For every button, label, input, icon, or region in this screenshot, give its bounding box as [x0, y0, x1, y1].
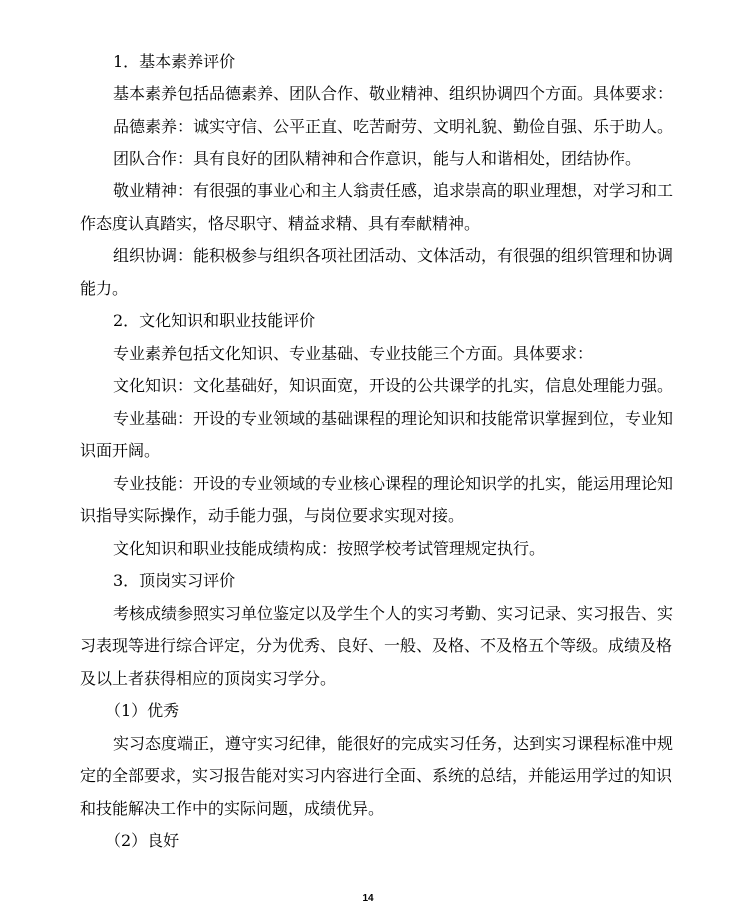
paragraph-line: 识面开阔。 [80, 441, 161, 460]
paragraph-line: 能力。 [80, 279, 129, 298]
paragraph-line: 专业素养包括文化知识、专业基础、专业技能三个方面。具体要求： [113, 344, 594, 363]
paragraph-line: 基本素养包括品德素养、团队合作、敬业精神、组织协调四个方面。具体要求： [113, 84, 674, 103]
paragraph-line: 识指导实际操作，动手能力强，与岗位要求实现对接。 [80, 506, 465, 525]
paragraph-line: 作态度认真踏实，恪尽职守、精益求精、具有奉献精神。 [80, 214, 481, 233]
paragraph-line: 组织协调：能积极参与组织各项社团活动、文体活动，有很强的组织管理和协调 [113, 246, 674, 265]
paragraph-line: 专业基础：开设的专业领域的基础课程的理论知识和技能常识掌握到位，专业知 [113, 409, 674, 428]
heading-culture-skills: 2．文化知识和职业技能评价 [113, 311, 316, 330]
page-number: 14 [362, 893, 374, 904]
paragraph-line: 敬业精神：有很强的事业心和主人翁责任感，追求崇高的职业理想，对学习和工 [113, 181, 674, 200]
paragraph-line: 考核成绩参照实习单位鉴定以及学生个人的实习考勤、实习记录、实习报告、实 [113, 604, 674, 623]
paragraph-line: 习表现等进行综合评定，分为优秀、良好、一般、及格、不及格五个等级。成绩及格 [80, 636, 673, 655]
subheading-excellent: （1）优秀 [105, 701, 180, 720]
paragraph-line: 文化知识：文化基础好，知识面宽，开设的公共课学的扎实，信息处理能力强。 [113, 376, 674, 395]
paragraph-line: 定的全部要求，实习报告能对实习内容进行全面、系统的总结，并能运用学过的知识 [80, 766, 673, 785]
paragraph-line: 文化知识和职业技能成绩构成：按照学校考试管理规定执行。 [113, 539, 546, 558]
paragraph-line: 及以上者获得相应的顶岗实习学分。 [80, 669, 337, 688]
paragraph-line: 团队合作：具有良好的团队精神和合作意识，能与人和谐相处，团结协作。 [113, 149, 642, 168]
paragraph-line: 实习态度端正，遵守实习纪律，能很好的完成实习任务，达到实习课程标准中规 [113, 734, 674, 753]
heading-internship: 3．顶岗实习评价 [113, 571, 236, 590]
subheading-good: （2）良好 [105, 831, 180, 850]
paragraph-line: 品德素养：诚实守信、公平正直、吃苦耐劳、文明礼貌、勤俭自强、乐于助人。 [113, 117, 674, 136]
paragraph-line: 专业技能：开设的专业领域的专业核心课程的理论知识学的扎实，能运用理论知 [113, 474, 674, 493]
heading-basic-quality: 1．基本素养评价 [113, 52, 236, 71]
paragraph-line: 和技能解决工作中的实际问题，成绩优异。 [80, 799, 385, 818]
